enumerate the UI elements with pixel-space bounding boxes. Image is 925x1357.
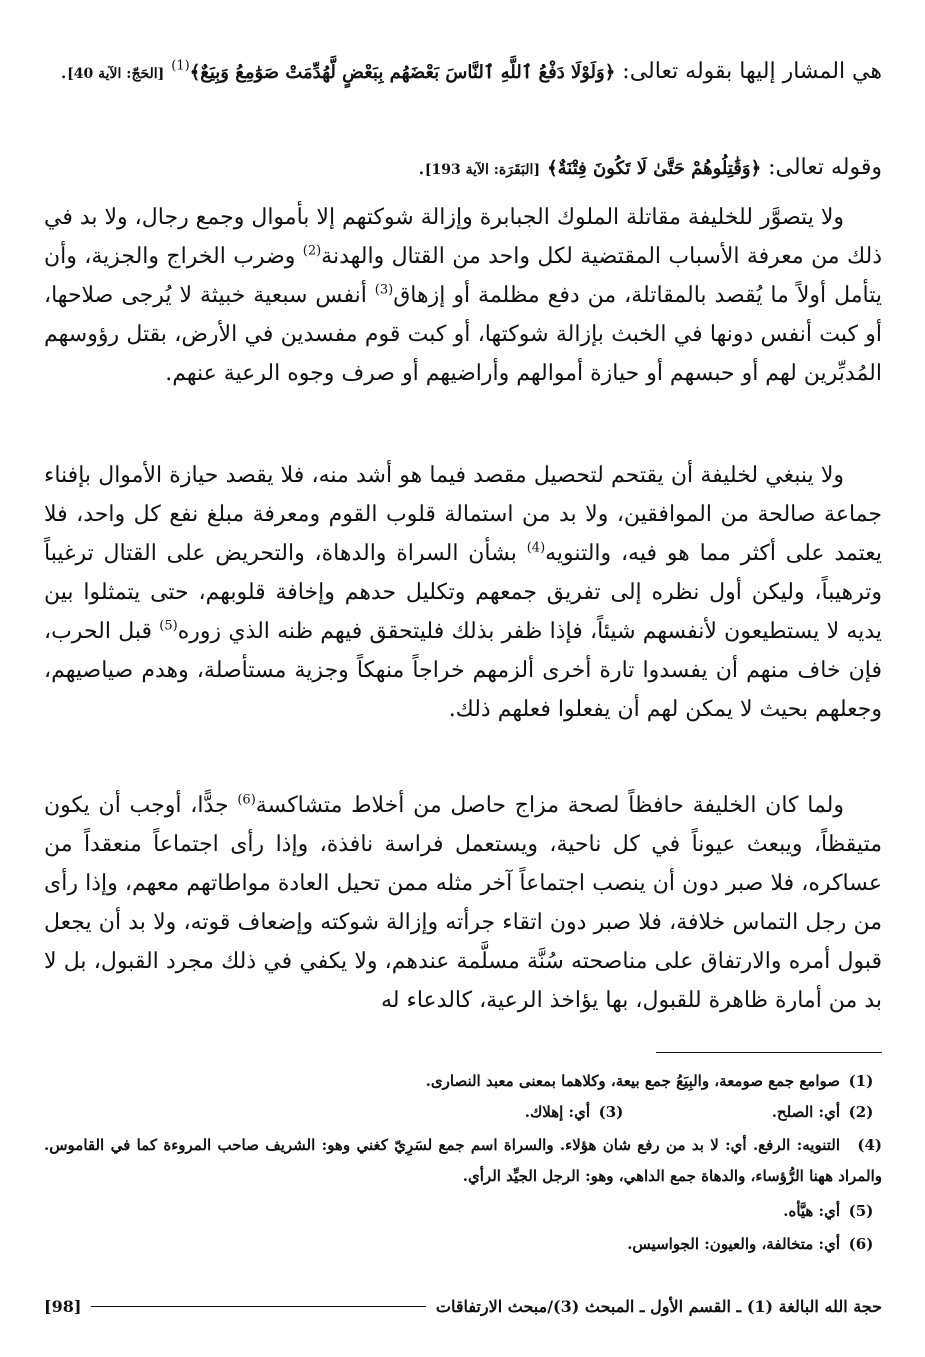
quote-2-end: .	[417, 155, 425, 180]
quote-2-lead: وقوله تعالى:	[768, 155, 882, 180]
footnote-6-number: (6)	[848, 1235, 874, 1253]
footer-title: حجة الله البالغة (1) ـ القسم الأول ـ المبحث (3)/مبحث الارتفاقات	[435, 1296, 882, 1316]
footnote-2-number: (2)	[848, 1103, 874, 1121]
footnote-ref-3: (3)	[374, 282, 394, 298]
quote-1	[44, 52, 882, 94]
paragraph-2-part-2: بشأن السراة والدهاة، والتحريض على القتال ترغيباً وترهيباً، وليكن أول نظره إلى تفريق جمعهم وتكليل حدهم وإخافة قلوبهم، حتى يتمثلوا بين يديه لا يستطيعون لأنفسهم شيئاً، فإذا ظفر بذلك فليتحقق فيهم ظنه الذي زوره	[44, 541, 882, 644]
footnote-5	[44, 1196, 882, 1227]
paragraph-3	[44, 786, 882, 1020]
page-number: [98]	[44, 1296, 82, 1316]
footnote-2	[632, 1097, 882, 1128]
footnote-5-text: أي: هيَّأه.	[783, 1202, 840, 1220]
footnote-4-text: التنويه: الرفع. أي: لا بد من رفع شان هؤلاء. والسراة اسم جمع لسَرِيّ كغني وهو: الشريف صاحب المروءة كما في القاموس. والمراد ههنا الرُّؤساء، والدهاة جمع الداهي، وهو: الرجل الجيِّد الرأي.	[44, 1136, 882, 1185]
footnote-ref-1: (1)	[171, 58, 190, 74]
footnote-ref-5: (5)	[159, 618, 178, 634]
paragraph-1-part-2: وضرب الخراج والجزية، وأن يتأمل أولاً ما يُقصد بالمقاتلة، من دفع مظلمة أو إزهاق	[44, 244, 882, 308]
quran-verse-1: ﴿وَلَوْلَا دَفْعُ ٱللَّهِ ٱلنَّاسَ بَعْضَهُم بِبَعْضٍ لَّهُدِّمَتْ صَوَٰمِعُ وَبِيَعٌ﴾	[189, 62, 616, 83]
paragraph-2-part-3: قبل الحرب، فإن خاف منهم أن يفسدوا تارة أخرى ألزمهم خراجاً منهكاً وجزية مستأصلة، وهدم صياصيهم، وجعلهم بحيث لا يمكن لهم أن يفعلوا فعلهم ذلك.	[44, 619, 882, 722]
paragraph-1-part-3: أنفس سبعية خبيثة لا يُرجى صلاحها، أو كبت أنفس دونها في الخبث بإزالة شوكتها، أو كبت قوم مفسدين في الأرض، بقتل رؤوسهم المُدبِّرين لهم أو حبسهم أو حيازة أموالهم وأراضيهم أو صرف وجوه الرعية عنهم.	[44, 283, 882, 386]
paragraph-1	[44, 198, 882, 393]
footnote-4-number: (4)	[857, 1136, 882, 1154]
footnote-separator	[656, 1052, 882, 1053]
quote-1-end: .	[60, 59, 68, 84]
footnote-ref-6: (6)	[237, 792, 256, 808]
footnote-1-number: (1)	[848, 1072, 874, 1090]
footnote-3-number: (3)	[598, 1103, 624, 1121]
quote-1-lead: هي المشار إليها بقوله تعالى:	[622, 59, 882, 84]
footnote-1	[44, 1066, 882, 1097]
footnote-3	[525, 1097, 632, 1128]
footnote-2-text: أي: الصلح.	[771, 1103, 840, 1121]
footnote-3-text: أي: إهلاك.	[524, 1103, 590, 1121]
footnote-1-text: صوامع جمع صومعة، والبِيَعُ جمع بيعة، وكلاهما بمعنى معبد النصارى.	[425, 1072, 840, 1090]
running-footer	[44, 1292, 882, 1320]
quote-2	[44, 148, 882, 190]
verse-reference-2: [البَقَرَة: الآية 193]	[424, 162, 541, 178]
footer-rule	[91, 1306, 425, 1307]
footnote-5-number: (5)	[848, 1202, 874, 1220]
paragraph-2	[44, 456, 882, 729]
verse-reference-1: [الحَجّ: الآية 40]	[67, 66, 165, 82]
footnote-6-text: أي: متخالفة، والعيون: الجواسيس.	[627, 1235, 840, 1253]
footnote-row-2-3	[44, 1097, 882, 1128]
paragraph-2-part-1: ولا ينبغي لخليفة أن يقتحم لتحصيل مقصد فيما هو أشد منه، فلا يقصد حيازة الأموال بإفناء جماعة صالحة من الموافقين، ولا بد من استمالة قلوب القوم ومعرفة مبلغ نفع كل واحد، فلا يعتمد على أكثر مما هو فيه، والتنويه	[44, 463, 882, 566]
footnote-4	[44, 1130, 882, 1192]
footnote-ref-2: (2)	[302, 243, 322, 259]
paragraph-3-part-1: ولما كان الخليفة حافظاً لصحة مزاج حاصل من أخلاط متشاكسة	[255, 793, 844, 818]
paragraph-3-part-2: جدًّا، أوجب أن يكون متيقظاً، ويبعث عيوناً في كل ناحية، ويستعمل فراسة نافذة، وإذا رأى اجتماعاً منعقداً من عساكره، فلا صبر دون أن ينصب اجتماعاً آخر مثله ممن تحيل العادة مواطاتهم معهم، وإذا رأى من رجل التماس خلافة، فلا صبر دون اتقاء جرأته وإزالة شوكته وإضعاف قوته، ولا بد أن يجعل قبول أمره والارتفاق على مناصحته سُنَّة مسلَّمة عندهم، ولا يكفي في ذلك مجرد القبول، بل لا بد من أمارة ظاهرة للقبول، بها يؤاخذ الرعية، كالدعاء له	[44, 793, 882, 1013]
quran-verse-2: ﴿وَقَٰتِلُوهُمْ حَتَّىٰ لَا تَكُونَ فِتْنَةٌ﴾	[547, 158, 762, 179]
footnote-ref-4: (4)	[526, 540, 546, 556]
footnote-6	[44, 1229, 882, 1260]
paragraph-1-part-1: ولا يتصوَّر للخليفة مقاتلة الملوك الجبابرة وإزالة شوكتهم إلا بأموال وجمع رجال، ولا بد في ذلك من معرفة الأسباب المقتضية لكل واحد من القتال والهدنة	[44, 205, 882, 269]
